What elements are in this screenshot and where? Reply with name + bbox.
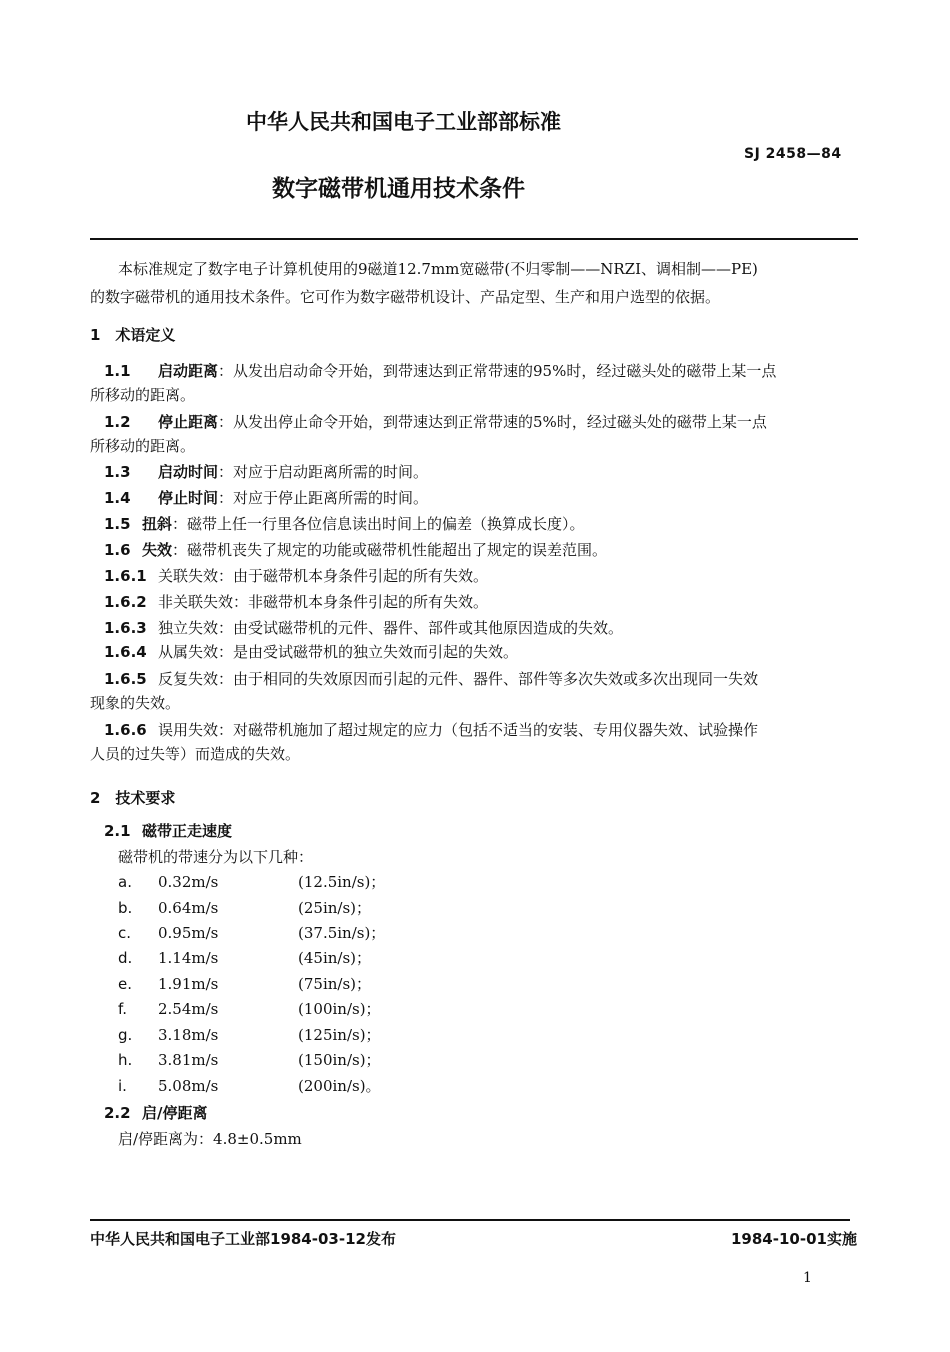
speed-letter: g. — [118, 1026, 133, 1044]
item-number: 1.6.5 — [104, 670, 147, 688]
effective-date: 1984-10-01实施 — [731, 1230, 857, 1248]
item-1-6-6-cont: 人员的过失等）而造成的失效。 — [90, 745, 301, 763]
item-1-5 — [104, 513, 585, 534]
issued-date: 中华人民共和国电子工业部1984-03-12发布 — [90, 1230, 396, 1248]
item-1-4 — [104, 487, 428, 508]
speed-item — [118, 998, 381, 1019]
speed-imperial: (25in/s)； — [298, 899, 372, 917]
item-number: 1.6 — [104, 541, 131, 559]
item-1-1 — [104, 360, 776, 381]
speed-imperial: (100in/s)； — [298, 1000, 381, 1018]
item-term: 停止距离 — [158, 413, 219, 431]
sub-title: 启/停距离 — [142, 1104, 208, 1122]
speed-imperial: (12.5in/s)； — [298, 873, 386, 891]
speed-letter: f. — [118, 1000, 127, 1018]
footer-rule — [90, 1219, 850, 1221]
speed-item — [118, 1075, 381, 1096]
speed-metric: 0.32m/s — [158, 873, 219, 891]
item-number: 1.4 — [104, 489, 131, 507]
speed-metric: 2.54m/s — [158, 1000, 219, 1018]
item-number: 1.3 — [104, 463, 131, 481]
speed-item — [118, 922, 385, 943]
item-text: 独立失效：由受试磁带机的元件、器件、部件或其他原因造成的失效。 — [158, 619, 624, 637]
item-number: 1.2 — [104, 413, 131, 431]
speed-metric: 0.95m/s — [158, 924, 219, 942]
page-number: 1 — [803, 1270, 812, 1286]
standard-code: SJ 2458—84 — [744, 146, 842, 162]
section-2-heading: 2 技术要求 — [90, 789, 176, 807]
item-1-2 — [104, 411, 767, 432]
item-term: 失效 — [142, 541, 173, 559]
header-rule — [90, 238, 858, 240]
sub-number: 2.1 — [104, 822, 131, 840]
speed-letter: b. — [118, 899, 133, 917]
speed-metric: 5.08m/s — [158, 1077, 219, 1095]
speed-imperial: (125in/s)； — [298, 1026, 381, 1044]
speed-metric: 1.14m/s — [158, 949, 219, 967]
speed-metric: 3.81m/s — [158, 1051, 219, 1069]
speed-imperial: (200in/s)。 — [298, 1077, 381, 1095]
speed-metric: 0.64m/s — [158, 899, 219, 917]
item-1-6-5 — [104, 668, 758, 689]
item-1-6-6 — [104, 719, 758, 740]
speed-letter: d. — [118, 949, 133, 967]
speed-metric: 1.91m/s — [158, 975, 219, 993]
sub-2-1-heading — [104, 820, 232, 841]
speed-letter: c. — [118, 924, 132, 942]
item-number: 1.6.1 — [104, 567, 147, 585]
sub-number: 2.2 — [104, 1104, 131, 1122]
item-number: 1.6.2 — [104, 593, 147, 611]
speed-item — [118, 897, 371, 918]
speed-letter: a. — [118, 873, 132, 891]
speed-imperial: (37.5in/s)； — [298, 924, 386, 942]
speed-item — [118, 947, 371, 968]
speed-item — [118, 1024, 381, 1045]
section-1-heading: 1 术语定义 — [90, 326, 176, 344]
item-text: ：从发出停止命令开始，到带速达到正常带速的5%时，经过磁头处的磁带上某一点 — [218, 413, 767, 431]
speed-item — [118, 973, 371, 994]
item-text: 从属失效：是由受试磁带机的独立失效而引起的失效。 — [158, 643, 519, 661]
item-number: 1.6.6 — [104, 721, 147, 739]
start-stop-distance: 启/停距离为：4.8±0.5mm — [118, 1130, 302, 1148]
item-1-1-cont: 所移动的距离。 — [90, 386, 196, 404]
item-term: 启动时间 — [158, 463, 219, 481]
item-1-2-cont: 所移动的距离。 — [90, 437, 196, 455]
item-text: 误用失效：对磁带机施加了超过规定的应力（包括不适当的安装、专用仪器失效、试验操作 — [158, 721, 759, 739]
org-standard-title: 中华人民共和国电子工业部部标准 — [246, 110, 561, 134]
item-number: 1.6.3 — [104, 619, 147, 637]
item-term: 扭斜 — [142, 515, 173, 533]
item-number: 1.6.4 — [104, 643, 147, 661]
intro-line-2: 的数字磁带机的通用技术条件。它可作为数字磁带机设计、产品定型、生产和用户选型的依据。 — [90, 288, 721, 306]
sub-2-2-heading — [104, 1102, 207, 1123]
item-text: ：磁带上任一行里各位信息读出时间上的偏差（换算成长度）。 — [172, 515, 585, 533]
item-1-6-1 — [104, 565, 488, 586]
speed-imperial: (150in/s)； — [298, 1051, 381, 1069]
item-text: ：对应于停止距离所需的时间。 — [218, 489, 429, 507]
item-text: 关联失效：由于磁带机本身条件引起的所有失效。 — [158, 567, 489, 585]
speed-item — [118, 871, 385, 892]
item-1-3 — [104, 461, 428, 482]
item-text: 非关联失效：非磁带机本身条件引起的所有失效。 — [158, 593, 489, 611]
speed-item — [118, 1049, 381, 1070]
item-1-6-4 — [104, 641, 518, 662]
speed-metric: 3.18m/s — [158, 1026, 219, 1044]
item-text: ：对应于启动距离所需的时间。 — [218, 463, 429, 481]
speed-imperial: (45in/s)； — [298, 949, 372, 967]
item-text: 反复失效：由于相同的失效原因而引起的元件、器件、部件等多次失效或多次出现同一失效 — [158, 670, 759, 688]
speed-imperial: (75in/s)； — [298, 975, 372, 993]
item-term: 启动距离 — [158, 362, 219, 380]
item-1-6-2 — [104, 591, 488, 612]
item-text: ：从发出启动命令开始，到带速达到正常带速的95%时，经过磁头处的磁带上某一点 — [218, 362, 777, 380]
document-title: 数字磁带机通用技术条件 — [272, 176, 525, 202]
speed-letter: h. — [118, 1051, 133, 1069]
item-1-6 — [104, 539, 607, 560]
intro-line-1: 本标准规定了数字电子计算机使用的9磁道12.7mm宽磁带(不归零制——NRZI、调相制——PE) — [118, 260, 758, 278]
item-1-6-3 — [104, 617, 623, 638]
speed-letter: i. — [118, 1077, 127, 1095]
item-number: 1.1 — [104, 362, 131, 380]
item-1-6-5-cont: 现象的失效。 — [90, 694, 181, 712]
sub-title: 磁带正走速度 — [142, 822, 233, 840]
item-term: 停止时间 — [158, 489, 219, 507]
item-number: 1.5 — [104, 515, 131, 533]
speed-intro: 磁带机的带速分为以下几种： — [118, 848, 314, 866]
item-text: ：磁带机丧失了规定的功能或磁带机性能超出了规定的误差范围。 — [172, 541, 608, 559]
speed-letter: e. — [118, 975, 132, 993]
